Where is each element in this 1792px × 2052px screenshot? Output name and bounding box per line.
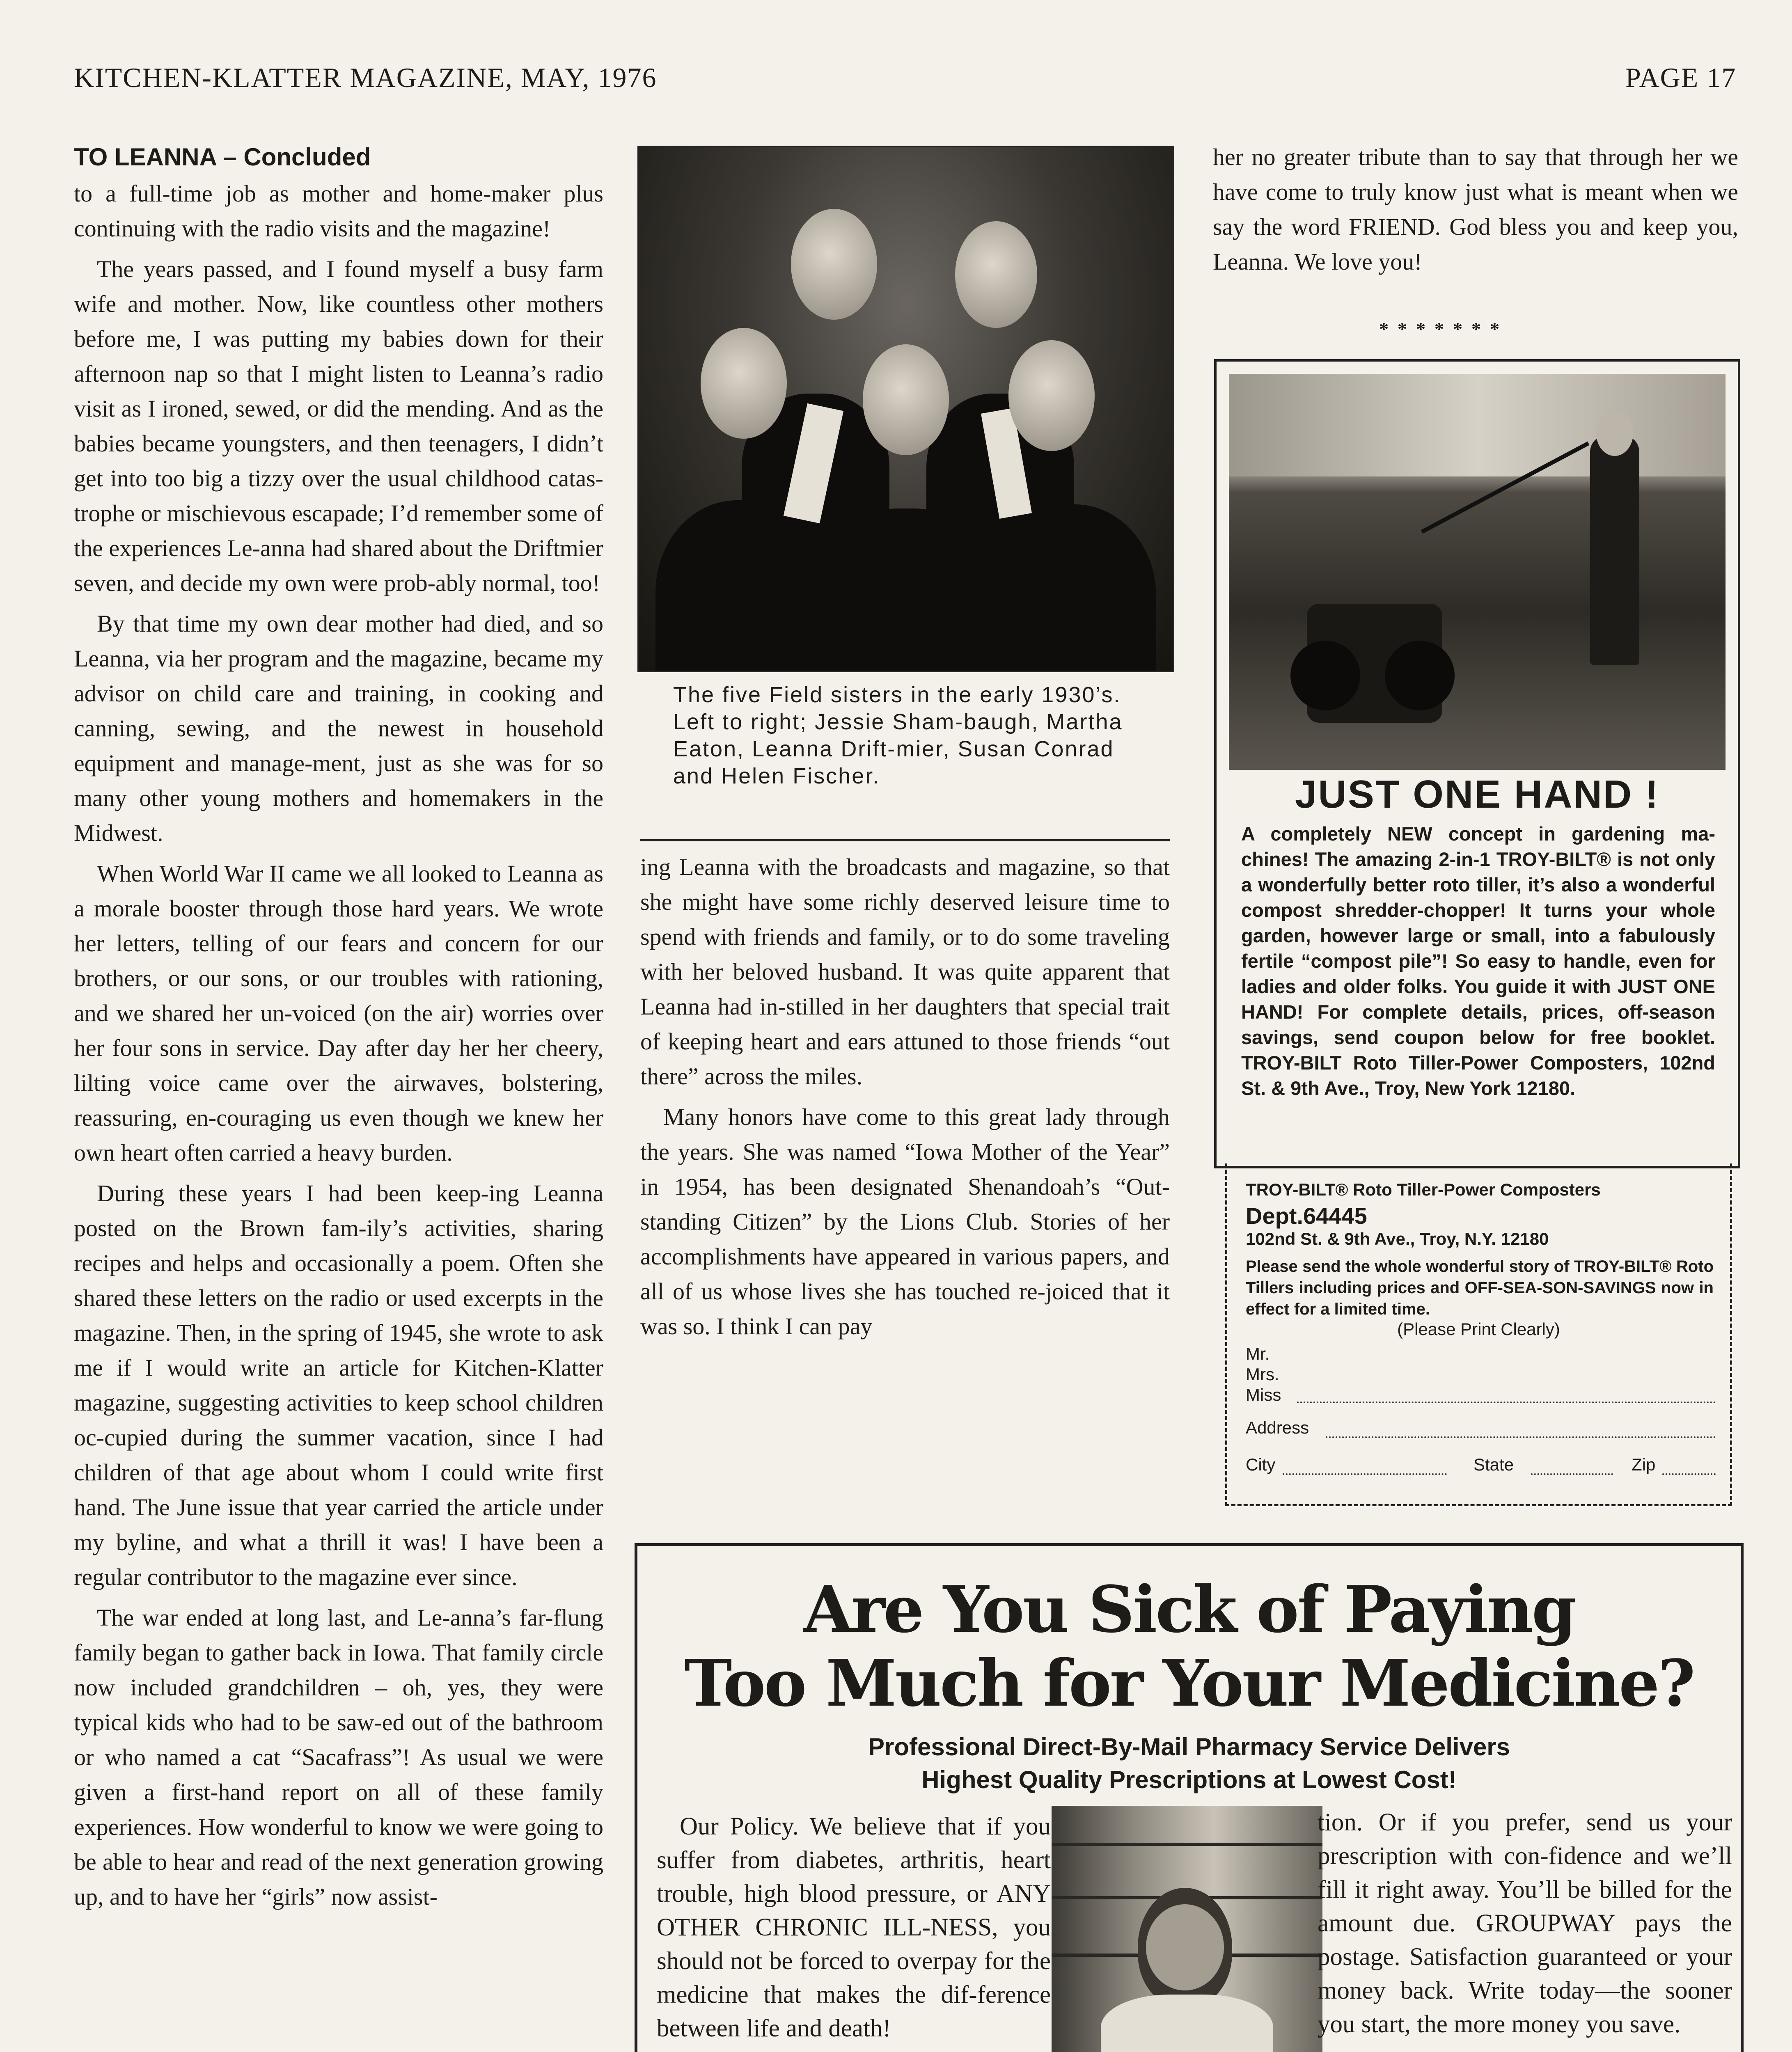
- magazine-header: KITCHEN-KLATTER MAGAZINE, MAY, 1976: [74, 62, 657, 93]
- paragraph: When World War II came we all looked to Leanna as a morale booster through those hard years. We wrote her letters, telling of our fears and concern for our brothers, or our sons, or our troubles with rationing, and we shared her un-voiced (on the air) worries over her four sons in service. Day after day her her cheery, lilting voice came over the airwaves, bolstering, reassuring, en-couraging us even though we knew her own heart often carried a heavy burden.: [74, 860, 603, 1166]
- label-mrs: Mrs.: [1246, 1365, 1279, 1384]
- ad-headline-line-1: Are You Sick of Paying: [803, 1572, 1575, 1647]
- paragraph: During these years I had been keep-ing Leanna posted on the Brown fam-ily’s activities, sharing recipes and helps and occasionally a poem. Often she shared these letters on the radio or used excerpts in the magazine. Then, in the spring of 1945, she wrote to ask me if I would write an article for Kitchen-Klatter magazine, suggesting activities to keep school children oc-cupied during the summer vacation, since I had children of that age about whom I could write first hand. The June issue that year carried the article under my byline, and what a thrill it was! I have been a regular contributor to the magazine ever since.: [74, 1180, 603, 1590]
- coupon-title: TROY-BILT® Roto Tiller-Power Composters: [1246, 1180, 1601, 1199]
- label-city: City: [1246, 1455, 1276, 1474]
- label-state: State: [1473, 1455, 1514, 1474]
- field-sisters-photo: [637, 146, 1174, 672]
- ad-paragraph: tion. Or if you prefer, send us your prescription with con-fidence and we’ll fill it right away. You’ll be billed for the amount due. GROUPWAY pays the postage. Satisfaction guaranteed or your money back. Write today—the sooner you start, the more money you save.: [1318, 1809, 1732, 2038]
- name-field[interactable]: [1297, 1402, 1716, 1403]
- article-column-1: [74, 140, 603, 1920]
- coupon-text: Please send the whole wonderful story of TROY-BILT® Roto Tillers including prices and OFF-SEA-SON-SAVINGS now in effect for a limited time.: [1246, 1257, 1714, 1318]
- coupon-dept: Dept.64445: [1246, 1203, 1367, 1229]
- article-heading: TO LEANNA – Concluded: [74, 143, 371, 171]
- paragraph: Many honors have come to this great lady through the years. She was named “Iowa Mother of the Year” in 1954, has been designated Shenandoah’s “Out-standing Citizen” by the Lions Club. Stories of her accomplishments have appeared in various papers, and all of us whose lives she has touched re-joiced that it was so. I think I can pay: [640, 1104, 1170, 1340]
- paragraph: her no greater tribute than to say that through her we have come to truly know just what is meant when we say the word FRIEND. God bless you and keep you, Leanna. We love you!: [1213, 144, 1738, 275]
- troy-ad-title: JUST ONE HAND !: [1295, 772, 1659, 816]
- print-note: (Please Print Clearly): [1397, 1319, 1560, 1339]
- ad-headline-line-2: Too Much for Your Medicine?: [684, 1646, 1694, 1721]
- label-address: Address: [1246, 1418, 1309, 1437]
- zip-field[interactable]: [1662, 1473, 1716, 1475]
- troy-bilt-ad: [1214, 359, 1740, 1168]
- article-column-3: [1213, 140, 1738, 285]
- article-column-2: [640, 850, 1170, 1349]
- label-mr: Mr.: [1246, 1344, 1270, 1363]
- section-divider-stars: *******: [1379, 318, 1508, 339]
- photo-caption: The five Field sisters in the early 1930’s. Left to right; Jessie Sham-baugh, Martha Eaton, Leanna Drift-mier, Susan Conrad and Helen Fischer.: [673, 682, 1123, 788]
- troy-bilt-coupon: [1225, 1163, 1732, 1506]
- coupon-address: 102nd St. & 9th Ave., Troy, N.Y. 12180: [1246, 1229, 1549, 1248]
- city-field[interactable]: [1283, 1473, 1447, 1475]
- label-miss: Miss: [1246, 1385, 1281, 1404]
- paragraph: to a full-time job as mother and home-maker plus continuing with the radio visits and the magazine!: [74, 180, 603, 242]
- caption-divider: [640, 839, 1170, 841]
- ad-paragraph: [657, 2049, 1051, 2052]
- ad-subhead-line-1: Professional Direct-By-Mail Pharmacy Service Delivers: [868, 1733, 1510, 1761]
- ad-paragraph: Our Policy. We believe that if you suffer from diabetes, arthritis, heart trouble, high blood pressure, or ANY OTHER CHRONIC ILL-NESS, you should not be forced to overpay for the medicine that makes the dif-ference between life and death!: [657, 1813, 1051, 2042]
- state-field[interactable]: [1531, 1473, 1613, 1475]
- tiller-photo: [1229, 374, 1726, 770]
- address-field[interactable]: [1326, 1436, 1716, 1438]
- troy-ad-body: A completely NEW concept in gardening ma-chines! The amazing 2-in-1 TROY-BILT® is not only a wonderfully better roto tiller, it’s also a wonderful compost shredder-chopper! It turns your whole garden, however large or small, into a fabulously fertile “compost pile”! So easy to handle, even for ladies and older folks. You guide it with JUST ONE HAND! For complete details, prices, off-season savings, send coupon below for free booklet. TROY-BILT Roto Tiller-Power Composters, 102nd St. & 9th Ave., Troy, New York 12180.: [1241, 823, 1715, 1099]
- paragraph: By that time my own dear mother had died, and so Leanna, via her program and the magazine, became my advisor on child care and training, in cooking and canning, sewing, and the newest in household equipment and manage-ment, just as she was for so many other young mothers and homemakers in the Midwest.: [74, 610, 603, 846]
- paragraph: ing Leanna with the broadcasts and magazine, so that she might have some richly deserved leisure time to spend with friends and family, or to do some traveling with her beloved husband. It was quite apparent that Leanna had in-stilled in her daughters that special trait of keeping heart and ears attuned to those friends “out there” across the miles.: [640, 854, 1170, 1090]
- paragraph: The years passed, and I found myself a busy farm wife and mother. Now, like countless other mothers before me, I was putting my babies down for their afternoon nap so that I might listen to Leanna’s radio visit as I ironed, sewed, or did the mending. And as the babies became youngsters, and then teenagers, I didn’t get into too big a tizzy over the usual childhood catas-trophe or mischievous escapade; I’d remember some of the experiences Le-anna had shared about the Driftmier seven, and decide my own were prob-ably normal, too!: [74, 256, 603, 596]
- paragraph: The war ended at long last, and Le-anna’s far-flung family began to gather back in Iowa. That family circle now included grandchildren – oh, yes, they were typical kids who had to be saw-ed out of the bathroom or who named a cat “Sacafrass”! As usual we were given a first-hand report on all of these family experiences. How wonderful to know we were going to be able to hear and read of the next generation growing up, and to have her “girls” now assist-: [74, 1604, 603, 1910]
- ad-subhead-line-2: Highest Quality Prescriptions at Lowest Cost!: [921, 1766, 1457, 1793]
- ad-right-column: [1215, 1806, 1732, 2041]
- label-zip: Zip: [1632, 1455, 1656, 1474]
- page-number: PAGE 17: [1625, 62, 1737, 93]
- ad-left-column: [657, 1810, 1051, 2052]
